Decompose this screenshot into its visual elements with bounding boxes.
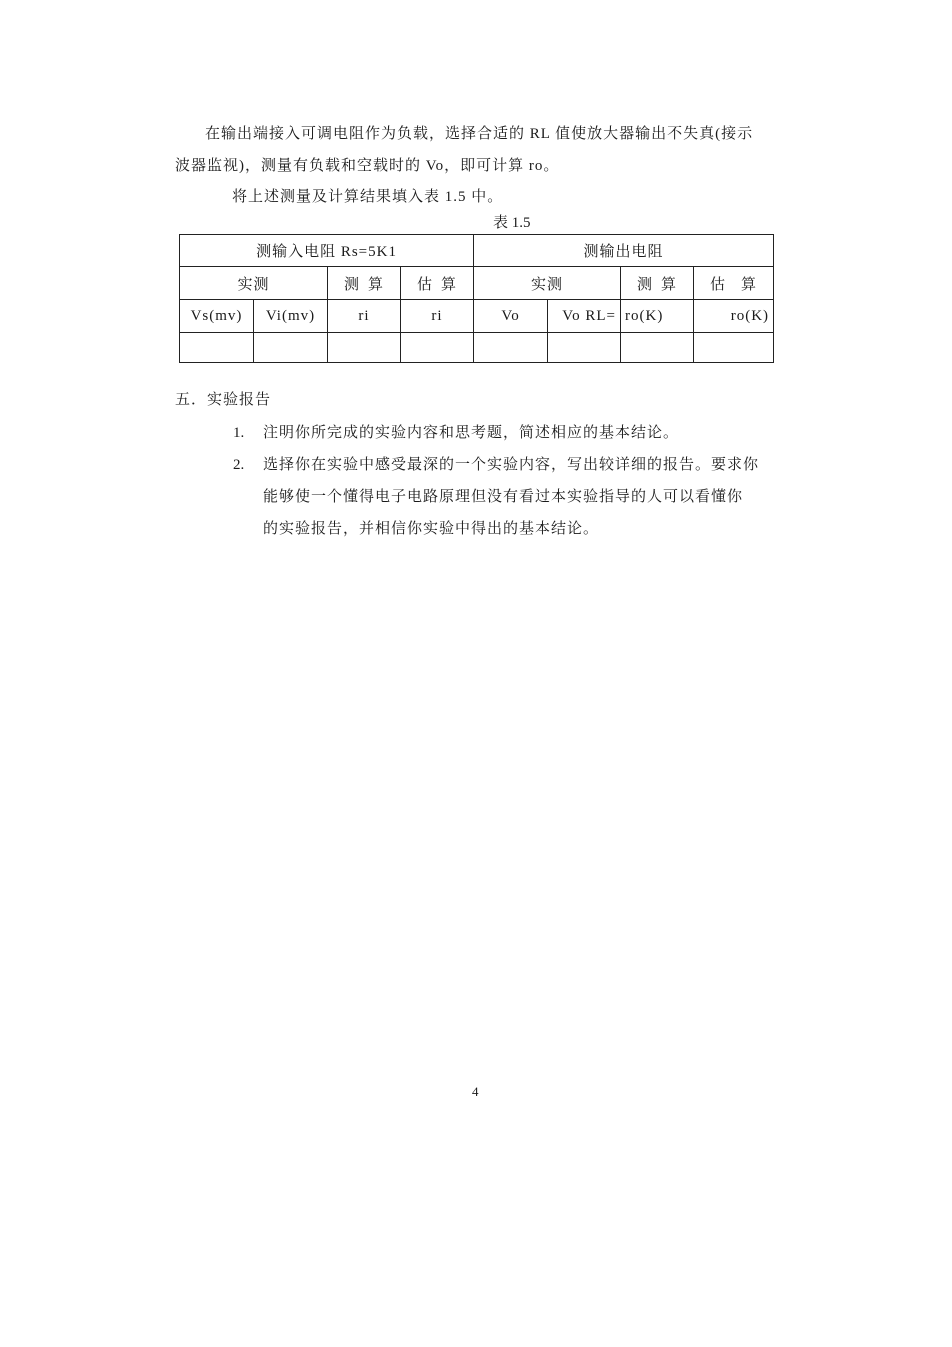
table-caption: 表 1.5 (493, 215, 531, 231)
section-heading: 五．实验报告 (175, 392, 272, 408)
col-vi: Vi(mv) (254, 300, 328, 333)
col-ri-estimated: ri (401, 300, 474, 333)
header-output-estimated-b: 算 (741, 276, 758, 293)
list-item-2-number: 2. (233, 457, 245, 473)
list-item-2-line-3: 的实验报告，并相信你实验中得出的基本结论。 (263, 521, 600, 537)
table-row-empty (180, 333, 774, 363)
measurement-table (179, 234, 774, 363)
header-output-resistance: 测输出电阻 (474, 235, 774, 267)
header-input-calculated (328, 267, 401, 300)
col-vo: Vo (474, 300, 548, 333)
col-ri-calculated: ri (328, 300, 401, 333)
cell-ri-calculated-value[interactable] (328, 333, 401, 363)
header-input-estimated-a: 估 (417, 276, 434, 293)
list-item-1-text: 注明你所完成的实验内容和思考题，简述相应的基本结论。 (263, 425, 680, 441)
header-output-calculated-a: 测 (637, 276, 654, 293)
col-ro-calculated: ro(K) (621, 300, 694, 333)
header-input-measured: 实测 (180, 267, 328, 300)
page-number: 4 (472, 1084, 479, 1099)
list-item-2-line-2: 能够使一个懂得电子电路原理但没有看过本实验指导的人可以看懂你 (263, 489, 744, 505)
header-input-resistance: 测输入电阻 Rs=5K1 (180, 235, 474, 267)
header-output-calculated-b: 算 (661, 276, 678, 293)
header-output-measured: 实测 (474, 267, 621, 300)
cell-ri-estimated-value[interactable] (401, 333, 474, 363)
col-vs: Vs(mv) (180, 300, 254, 333)
header-output-calculated (621, 267, 694, 300)
cell-vo-rl-value[interactable] (548, 333, 621, 363)
header-input-estimated (401, 267, 474, 300)
col-ro-estimated: ro(K) (694, 300, 774, 333)
cell-vi-value[interactable] (254, 333, 328, 363)
cell-ro-calculated-value[interactable] (621, 333, 694, 363)
intro-paragraph-line-1: 在输出端接入可调电阻作为负载，选择合适的 RL 值使放大器输出不失真(接示 (205, 126, 754, 142)
list-item-2-line-1: 选择你在实验中感受最深的一个实验内容，写出较详细的报告。要求你 (263, 457, 760, 473)
cell-vo-value[interactable] (474, 333, 548, 363)
table-header-row-subgroups (180, 267, 774, 300)
header-output-estimated-a: 估 (710, 276, 727, 293)
table-header-row-columns (180, 300, 774, 333)
cell-vs-value[interactable] (180, 333, 254, 363)
cell-ro-estimated-value[interactable] (694, 333, 774, 363)
header-input-calculated-b: 算 (367, 276, 384, 293)
header-input-calculated-a: 测 (344, 276, 361, 293)
header-output-estimated (694, 267, 774, 300)
intro-paragraph-line-2: 波器监视)，测量有负载和空载时的 Vo，即可计算 ro。 (175, 158, 560, 174)
intro-paragraph-line-3: 将上述测量及计算结果填入表 1.5 中。 (232, 189, 504, 205)
table-header-row-groups (180, 235, 774, 267)
header-input-estimated-b: 算 (441, 276, 458, 293)
col-vo-rl: Vo RL= (548, 300, 621, 333)
list-item-1-number: 1. (233, 425, 245, 441)
